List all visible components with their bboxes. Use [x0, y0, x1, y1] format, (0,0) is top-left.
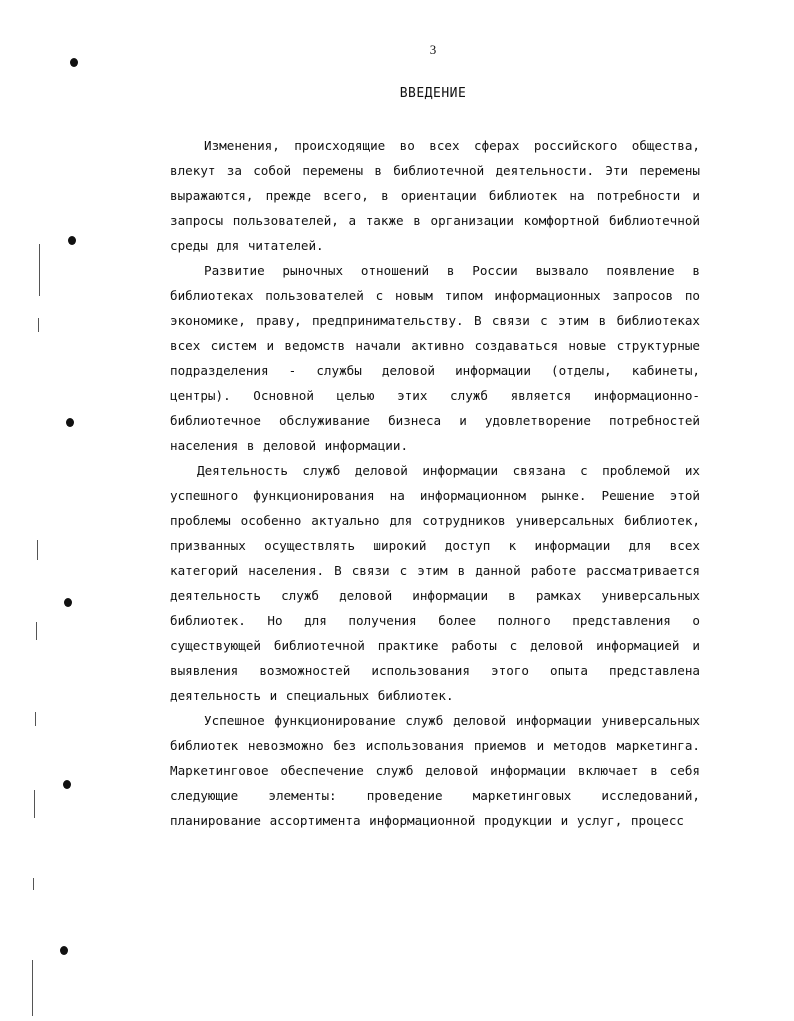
margin-line	[35, 712, 36, 726]
margin-line	[39, 244, 40, 296]
scan-mark	[60, 946, 68, 955]
scan-mark	[68, 236, 76, 245]
margin-line	[34, 790, 35, 818]
scan-mark	[63, 780, 71, 789]
paragraph: Успешное функционирование служб деловой информации универсальных библиотек невозможно без использования приемов и методов маркетинга. Маркетинговое обеспечение служб деловой информации включает в себя следующие элементы: проведение маркетинговых исследований, планирование ассортимента информационной продукции и услуг, процесс	[170, 713, 700, 828]
scan-mark	[64, 598, 72, 607]
body-text	[170, 133, 700, 833]
margin-line	[36, 622, 37, 640]
margin-line	[38, 318, 39, 332]
margin-line	[32, 960, 33, 1016]
scan-mark	[70, 58, 78, 67]
margin-line	[33, 878, 34, 890]
margin-line	[37, 540, 38, 560]
paragraph: Развитие рыночных отношений в России вызвало появление в библиотеках пользователей с новым типом информационных запросов по экономике, праву, предпринимательству. В связи с этим в библиотеках всех систем и ведомств начали активно создаваться новые структурные подразделения - службы деловой информации (отделы, кабинеты, центры). Основной целью этих служб является информационно-библиотечное обслуживание бизнеса и удовлетворение потребностей населения в деловой информации.	[170, 263, 700, 453]
page-number: 3	[429, 42, 437, 57]
paragraph: Деятельность служб деловой информации связана с проблемой их успешного функционирования на информационном рынке. Решение этой проблемы особенно актуально для сотрудников универсальных библиотек, призванных осуществлять широкий доступ к информации для всех категорий населения. В связи с этим в данной работе рассматривается деятельность служб деловой информации в рамках универсальных библиотек. Но для получения более полного представления о существующей библиотечной практике работы с деловой информацией и выявления возможностей использования этого опыта представлена деятельность и специальных библиотек.	[170, 463, 700, 703]
scan-mark	[66, 418, 74, 427]
section-heading: ВВЕДЕНИЕ	[399, 86, 467, 101]
paragraph: Изменения, происходящие во всех сферах российского общества, влекут за собой перемены в библиотечной деятельности. Эти перемены выражаются, прежде всего, в ориентации библиотек на потребности и запросы пользователей, а также в организации комфортной библиотечной среды для читателей.	[170, 138, 700, 253]
